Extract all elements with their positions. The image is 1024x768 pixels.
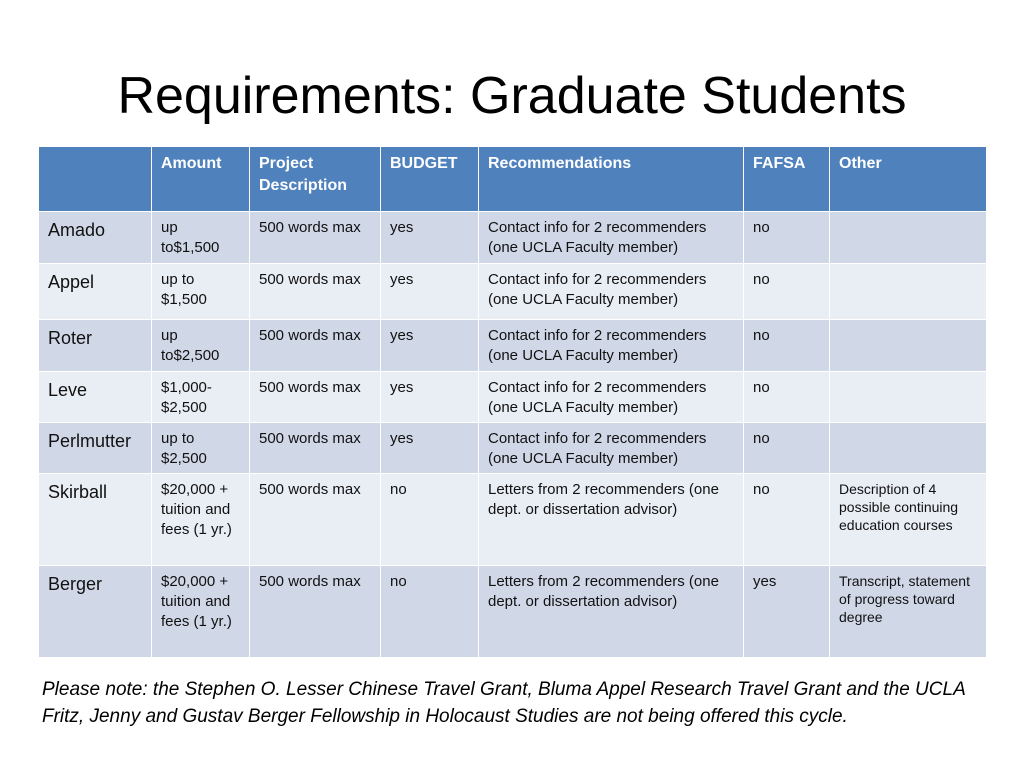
header-cell-blank [39,147,152,212]
grant-name-cell: Perlmutter [39,423,152,474]
header-cell-other: Other [830,147,987,212]
table-row [39,264,987,320]
project-description-cell: 500 words max [250,566,381,658]
amount-cell: up to $1,500 [152,264,250,320]
header-cell-recommendations: Recommendations [479,147,744,212]
budget-cell: yes [381,212,479,264]
other-cell [830,212,987,264]
budget-cell: yes [381,372,479,423]
amount-cell: $1,000- $2,500 [152,372,250,423]
table-row [39,212,987,264]
fafsa-cell: no [744,212,830,264]
grant-name-cell: Leve [39,372,152,423]
table-row [39,320,987,372]
other-cell [830,423,987,474]
project-description-cell: 500 words max [250,474,381,566]
table-row [39,474,987,566]
budget-cell: yes [381,320,479,372]
amount-cell: up to$1,500 [152,212,250,264]
amount-cell: $20,000 + tuition and fees (1 yr.) [152,566,250,658]
fafsa-cell: no [744,264,830,320]
budget-cell: no [381,474,479,566]
budget-cell: no [381,566,479,658]
grant-name-cell: Amado [39,212,152,264]
amount-cell: $20,000 + tuition and fees (1 yr.) [152,474,250,566]
requirements-table [38,146,987,658]
header-cell-fafsa: FAFSA [744,147,830,212]
fafsa-cell: no [744,372,830,423]
footnote: Please note: the Stephen O. Lesser Chinese Travel Grant, Bluma Appel Research Travel Grant and the UCLA Fritz, Jenny and Gustav Berger Fellowship in Holocaust Studies are not being offered this cycle. [42,679,966,727]
header-cell-amount: Amount [152,147,250,212]
recommendations-cell: Contact info for 2 recommenders (one UCLA Faculty member) [479,423,744,474]
budget-cell: yes [381,264,479,320]
grant-name-cell: Roter [39,320,152,372]
table-header-row [39,147,987,212]
requirements-table-container [38,146,986,658]
grant-name-cell: Skirball [39,474,152,566]
fafsa-cell: yes [744,566,830,658]
header-cell-project-description: Project Description [250,147,381,212]
recommendations-cell: Contact info for 2 recommenders (one UCLA Faculty member) [479,212,744,264]
other-cell [830,372,987,423]
other-cell: Description of 4 possible continuing education courses [830,474,987,566]
recommendations-cell: Letters from 2 recommenders (one dept. or dissertation advisor) [479,566,744,658]
amount-cell: up to$2,500 [152,320,250,372]
other-cell: Transcript, statement of progress toward degree [830,566,987,658]
project-description-cell: 500 words max [250,423,381,474]
budget-cell: yes [381,423,479,474]
table-row [39,423,987,474]
recommendations-cell: Contact info for 2 recommenders (one UCLA Faculty member) [479,264,744,320]
fafsa-cell: no [744,474,830,566]
amount-cell: up to $2,500 [152,423,250,474]
recommendations-cell: Contact info for 2 recommenders (one UCLA Faculty member) [479,320,744,372]
slide-title: Requirements: Graduate Students [117,67,907,125]
table-row [39,372,987,423]
recommendations-cell: Letters from 2 recommenders (one dept. or dissertation advisor) [479,474,744,566]
table-row [39,566,987,658]
other-cell [830,320,987,372]
grant-name-cell: Appel [39,264,152,320]
project-description-cell: 500 words max [250,320,381,372]
fafsa-cell: no [744,423,830,474]
grant-name-cell: Berger [39,566,152,658]
fafsa-cell: no [744,320,830,372]
other-cell [830,264,987,320]
project-description-cell: 500 words max [250,264,381,320]
recommendations-cell: Contact info for 2 recommenders (one UCLA Faculty member) [479,372,744,423]
project-description-cell: 500 words max [250,212,381,264]
header-cell-budget: BUDGET [381,147,479,212]
project-description-cell: 500 words max [250,372,381,423]
